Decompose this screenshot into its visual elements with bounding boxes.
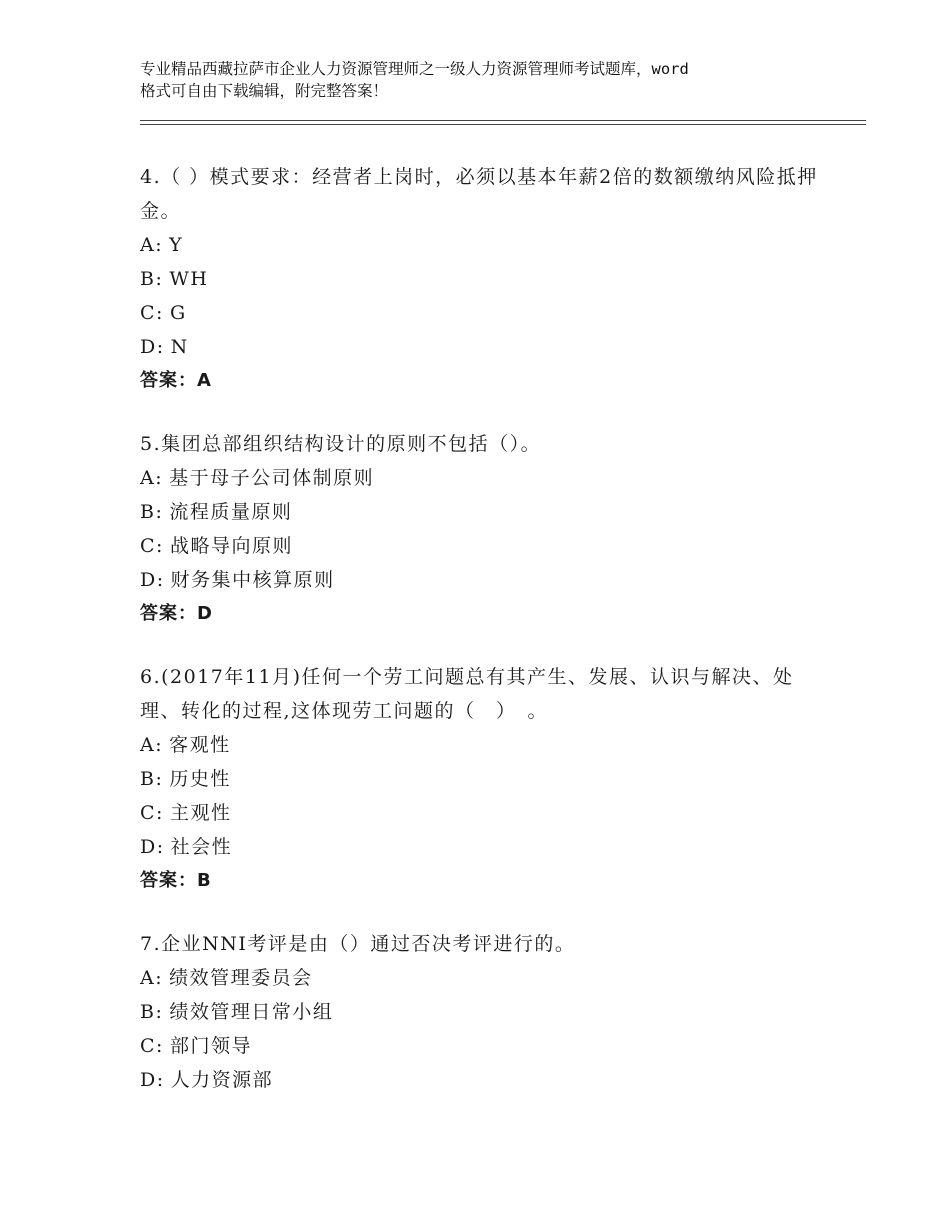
option-text: N	[170, 336, 189, 358]
option-key: D	[140, 1069, 157, 1091]
option-separator: :	[155, 268, 164, 290]
document-header	[140, 58, 820, 102]
option-text: 基于母子公司体制原则	[169, 467, 375, 489]
option-a	[140, 228, 820, 262]
question-7	[140, 927, 820, 1097]
option-key: A	[140, 734, 156, 756]
question-stem: 7.企业NNI考评是由（）通过否决考评进行的。	[140, 933, 576, 955]
option-text: WH	[169, 268, 209, 290]
header-title-line-1: 专业精品西藏拉萨市企业人力资源管理师之一级人力资源管理师考试题库，word	[140, 60, 689, 78]
option-text: 绩效管理委员会	[169, 967, 313, 989]
option-key: B	[140, 268, 156, 290]
option-d	[140, 330, 820, 364]
option-text: 绩效管理日常小组	[169, 1001, 334, 1023]
option-separator: :	[156, 1069, 165, 1091]
option-key: A	[140, 967, 156, 989]
option-text: 历史性	[169, 768, 231, 790]
option-b	[140, 262, 820, 296]
question-stem: 4.（ ）模式要求：经营者上岗时，必须以基本年薪2倍的数额缴纳风险抵押金。	[140, 166, 818, 222]
option-key: C	[140, 1035, 157, 1057]
option-separator: :	[155, 234, 164, 256]
question-5	[140, 427, 820, 631]
option-text: 流程质量原则	[169, 501, 293, 523]
option-key: C	[140, 802, 157, 824]
option-b	[140, 995, 820, 1029]
option-separator: :	[155, 967, 164, 989]
option-c	[140, 796, 820, 830]
option-text: 部门领导	[169, 1035, 252, 1057]
option-d	[140, 563, 820, 597]
option-separator: :	[156, 535, 164, 557]
answer-line: 答案：B	[140, 870, 212, 891]
option-key: B	[140, 768, 156, 790]
header-divider-top	[140, 120, 866, 121]
option-text: G	[169, 302, 187, 324]
answer-line: 答案：A	[140, 370, 212, 391]
question-stem: 6.(2017年11月)任何一个劳工问题总有其产生、发展、认识与解决、处理、转化的过程,这体现劳工问题的（ ） 。	[140, 666, 794, 722]
option-key: D	[140, 836, 157, 858]
option-text: 社会性	[170, 836, 233, 858]
option-d	[140, 1063, 820, 1097]
option-d	[140, 830, 820, 864]
option-key: C	[140, 535, 157, 557]
option-separator: :	[156, 1035, 164, 1057]
option-separator: :	[155, 467, 164, 489]
option-b	[140, 762, 820, 796]
option-a	[140, 728, 820, 762]
option-key: D	[140, 336, 157, 358]
option-separator: :	[155, 734, 164, 756]
option-key: A	[140, 467, 156, 489]
option-key: D	[140, 569, 157, 591]
option-c	[140, 529, 820, 563]
answer-line: 答案：D	[140, 603, 213, 624]
question-list	[140, 160, 820, 1126]
option-key: B	[140, 501, 156, 523]
option-separator: :	[156, 836, 165, 858]
option-key: C	[140, 302, 157, 324]
question-6	[140, 660, 820, 898]
option-separator: :	[156, 302, 164, 324]
option-a	[140, 461, 820, 495]
option-text: 人力资源部	[170, 1069, 274, 1091]
option-separator: :	[155, 1001, 164, 1023]
option-a	[140, 961, 820, 995]
option-separator: :	[155, 768, 164, 790]
header-divider-bottom	[140, 124, 866, 125]
option-text: 主观性	[169, 802, 232, 824]
option-separator: :	[156, 569, 165, 591]
option-key: B	[140, 1001, 156, 1023]
question-4	[140, 160, 820, 398]
option-separator: :	[155, 501, 164, 523]
option-text: 财务集中核算原则	[170, 569, 335, 591]
header-title-line-2: 格式可自由下载编辑，附完整答案！	[140, 82, 389, 100]
option-text: 战略导向原则	[169, 535, 293, 557]
question-stem: 5.集团总部组织结构设计的原则不包括（）。	[140, 433, 542, 455]
option-separator: :	[156, 336, 165, 358]
option-key: A	[140, 234, 156, 256]
option-b	[140, 495, 820, 529]
option-c	[140, 1029, 820, 1063]
option-c	[140, 296, 820, 330]
option-text: Y	[169, 234, 184, 256]
option-separator: :	[156, 802, 164, 824]
option-text: 客观性	[169, 734, 231, 756]
